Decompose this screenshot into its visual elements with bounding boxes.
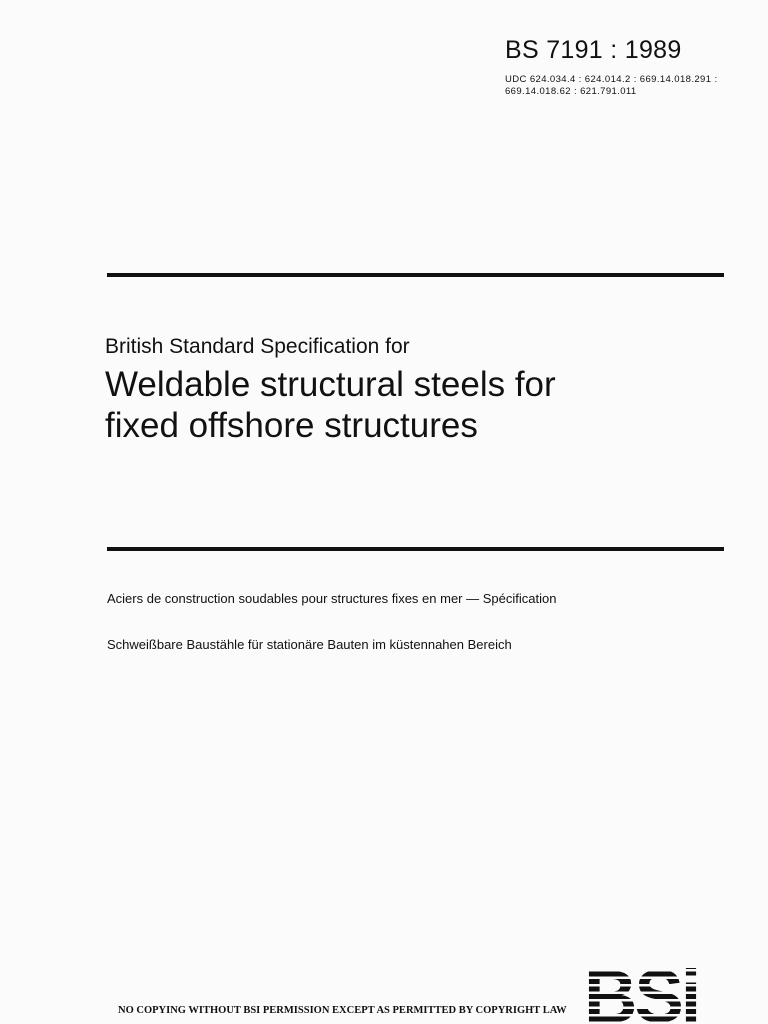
german-title: Schweißbare Baustähle für stationäre Bauten im küstennahen Bereich — [107, 637, 512, 652]
title-line-1: Weldable structural steels for — [105, 365, 556, 404]
french-title: Aciers de construction soudables pour structures fixes en mer — Spécification — [107, 591, 557, 606]
svg-text:BSi: BSi — [584, 964, 699, 1024]
top-divider — [107, 273, 724, 277]
copyright-notice: NO COPYING WITHOUT BSI PERMISSION EXCEPT AS PERMITTED BY COPYRIGHT LAW — [118, 1005, 567, 1016]
udc-line-2: 669.14.018.62 : 621.791.011 — [505, 86, 637, 97]
udc-classification — [505, 74, 718, 98]
document-title — [105, 364, 725, 446]
bottom-divider — [107, 547, 724, 551]
document-subtitle: British Standard Specification for — [105, 335, 410, 358]
standard-number: BS 7191 : 1989 — [505, 36, 682, 64]
bsi-logo-icon — [584, 964, 734, 1024]
title-line-2: fixed offshore structures — [105, 406, 478, 445]
udc-line-1: UDC 624.034.4 : 624.014.2 : 669.14.018.291 : — [505, 74, 718, 85]
